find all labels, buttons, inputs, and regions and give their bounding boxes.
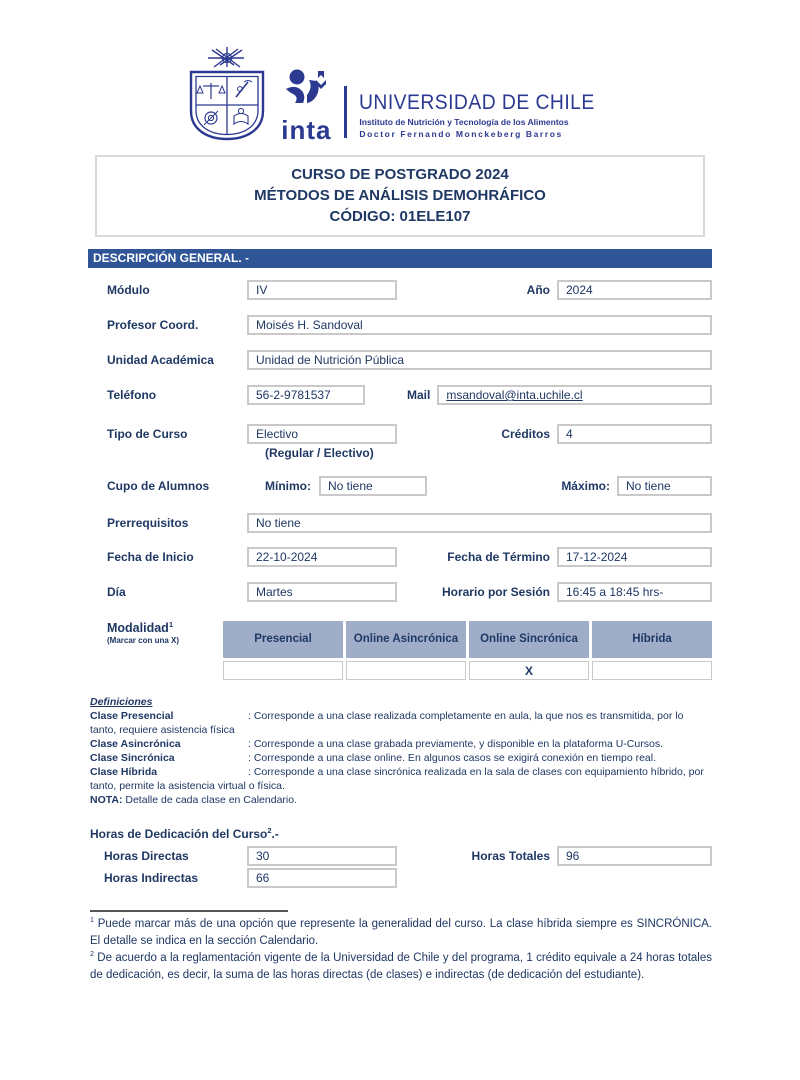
creditos-field[interactable]: 4 bbox=[557, 424, 712, 444]
definition-presencial: Clase Presencial : Corresponde a una clase realizada completamente en aula, la que nos es transmitida, por lo tanto, requiere asistencia física bbox=[90, 710, 684, 736]
footnote-separator bbox=[90, 910, 288, 912]
creditos-label: Créditos bbox=[501, 427, 550, 441]
telefono-label: Teléfono bbox=[107, 388, 157, 402]
course-title-line1: CURSO DE POSTGRADO 2024 bbox=[291, 166, 509, 183]
cupo-minimo-label: Mínimo: bbox=[265, 479, 311, 493]
definition-sincronica: Clase Sincrónica : Corresponde a una clase online. En algunos casos se exigirá conexión en tiempo real. bbox=[90, 752, 656, 764]
modalidad-cell-hibrida[interactable] bbox=[592, 661, 712, 680]
definition-hibrida: Clase Híbrida : Corresponde a una clase sincrónica realizada en la sala de clases con equipamiento híbrido, por tanto, permite la asistencia virtual o física. bbox=[90, 766, 704, 792]
institute-subtitle: Doctor Fernando Monckeberg Barros bbox=[359, 129, 563, 139]
modalidad-col-online-asincronica: Online Asincrónica bbox=[346, 621, 466, 658]
horas-totales-label: Horas Totales bbox=[471, 849, 550, 863]
modalidad-cell-online-asincronica[interactable] bbox=[346, 661, 466, 680]
institute-name: Instituto de Nutrición y Tecnología de los Alimentos bbox=[359, 117, 569, 127]
university-name: UNIVERSIDAD DE CHILE bbox=[359, 91, 596, 114]
cupo-maximo-field[interactable]: No tiene bbox=[617, 476, 712, 496]
tipo-curso-hint: (Regular / Electivo) bbox=[265, 446, 374, 460]
modalidad-cell-online-sincronica[interactable]: X bbox=[469, 661, 589, 680]
course-title-line3: CÓDIGO: 01ELE107 bbox=[329, 208, 471, 225]
unidad-label: Unidad Académica bbox=[107, 353, 214, 367]
dia-field[interactable]: Martes bbox=[247, 582, 397, 602]
horario-field[interactable]: 16:45 a 18:45 hrs- bbox=[557, 582, 712, 602]
inta-logo bbox=[280, 69, 332, 145]
definition-asincronica: Clase Asincrónica : Corresponde a una clase grabada previamente, y disponible en la plataforma U-Cursos. bbox=[90, 738, 663, 750]
fecha-termino-field[interactable]: 17-12-2024 bbox=[557, 547, 712, 567]
horario-label: Horario por Sesión bbox=[441, 585, 550, 599]
fecha-inicio-label: Fecha de Inicio bbox=[107, 550, 194, 564]
footnote-1: $^1$ Puede marcar más de una opción que represente la generalidad del curso. La clase híbrida siempre es SINCRÓNICA. El detalle se indica en la sección Calendario. bbox=[90, 916, 712, 947]
horas-directas-field[interactable]: 30 bbox=[247, 846, 397, 866]
prerrequisitos-label: Prerrequisitos bbox=[107, 516, 189, 530]
modalidad-cell-presencial[interactable] bbox=[223, 661, 343, 680]
horas-totales-field[interactable]: 96 bbox=[557, 846, 712, 866]
definitions-nota: NOTA: Detalle de cada clase en Calendario. bbox=[90, 794, 297, 806]
unidad-field[interactable]: Unidad de Nutrición Pública bbox=[247, 350, 712, 370]
cupo-label: Cupo de Alumnos bbox=[107, 479, 210, 493]
modalidad-col-hibrida: Híbrida bbox=[592, 621, 712, 658]
cupo-minimo-field[interactable]: No tiene bbox=[319, 476, 427, 496]
header-divider bbox=[344, 86, 347, 138]
cupo-maximo-label: Máximo: bbox=[561, 479, 610, 493]
tipo-curso-label: Tipo de Curso bbox=[107, 427, 188, 441]
footnote-2: $^2$ De acuerdo a la reglamentación vigente de la Universidad de Chile y del programa, 1 crédito equivale a 24 horas totales de dedicación, es decir, la suma de las horas directas (de clases) e indirectas (de dedicación del estudiante). bbox=[90, 950, 712, 981]
modalidad-label: Modalidad$^1$ bbox=[107, 619, 174, 635]
definitions-section bbox=[88, 695, 712, 807]
horas-directas-label: Horas Directas bbox=[104, 849, 189, 863]
university-crest-logo bbox=[184, 45, 270, 142]
tipo-curso-field[interactable]: Electivo bbox=[247, 424, 397, 444]
document-header bbox=[0, 45, 800, 145]
definitions-title: Definiciones bbox=[90, 696, 153, 708]
fecha-inicio-field[interactable]: 22-10-2024 bbox=[247, 547, 397, 567]
modalidad-section bbox=[88, 621, 712, 680]
section-header-descripcion-general: DESCRIPCIÓN GENERAL. - bbox=[88, 249, 712, 268]
modulo-field[interactable]: IV bbox=[247, 280, 397, 300]
profesor-field[interactable]: Moisés H. Sandoval bbox=[247, 315, 712, 335]
mail-link[interactable]: msandoval@inta.uchile.cl bbox=[446, 388, 583, 402]
inta-wordmark: inta bbox=[281, 115, 332, 145]
modalidad-table bbox=[223, 621, 712, 680]
fecha-termino-label: Fecha de Término bbox=[447, 550, 550, 564]
profesor-label: Profesor Coord. bbox=[107, 318, 199, 332]
modulo-label: Módulo bbox=[107, 283, 150, 297]
mail-label: Mail bbox=[407, 388, 431, 402]
modalidad-col-online-sincronica: Online Sincrónica bbox=[469, 621, 589, 658]
horas-indirectas-label: Horas Indirectas bbox=[104, 871, 199, 885]
footnotes-section bbox=[88, 910, 712, 984]
modalidad-col-presencial: Presencial bbox=[223, 621, 343, 658]
dia-label: Día bbox=[107, 585, 126, 599]
horas-title: Horas de Dedicación del Curso$^2$.- bbox=[90, 826, 279, 841]
mail-field[interactable] bbox=[437, 385, 712, 405]
horas-section bbox=[88, 827, 712, 888]
ano-field[interactable]: 2024 bbox=[557, 280, 712, 300]
horas-indirectas-field[interactable]: 66 bbox=[247, 868, 397, 888]
modalidad-note: (Marcar con una X) bbox=[107, 636, 180, 645]
telefono-field[interactable]: 56-2-9781537 bbox=[247, 385, 365, 405]
course-title-line2: MÉTODOS DE ANÁLISIS DEMOHRÁFICO bbox=[254, 187, 546, 204]
course-title-box bbox=[95, 155, 705, 237]
ano-label: Año bbox=[526, 283, 550, 297]
prerrequisitos-field[interactable]: No tiene bbox=[247, 513, 712, 533]
